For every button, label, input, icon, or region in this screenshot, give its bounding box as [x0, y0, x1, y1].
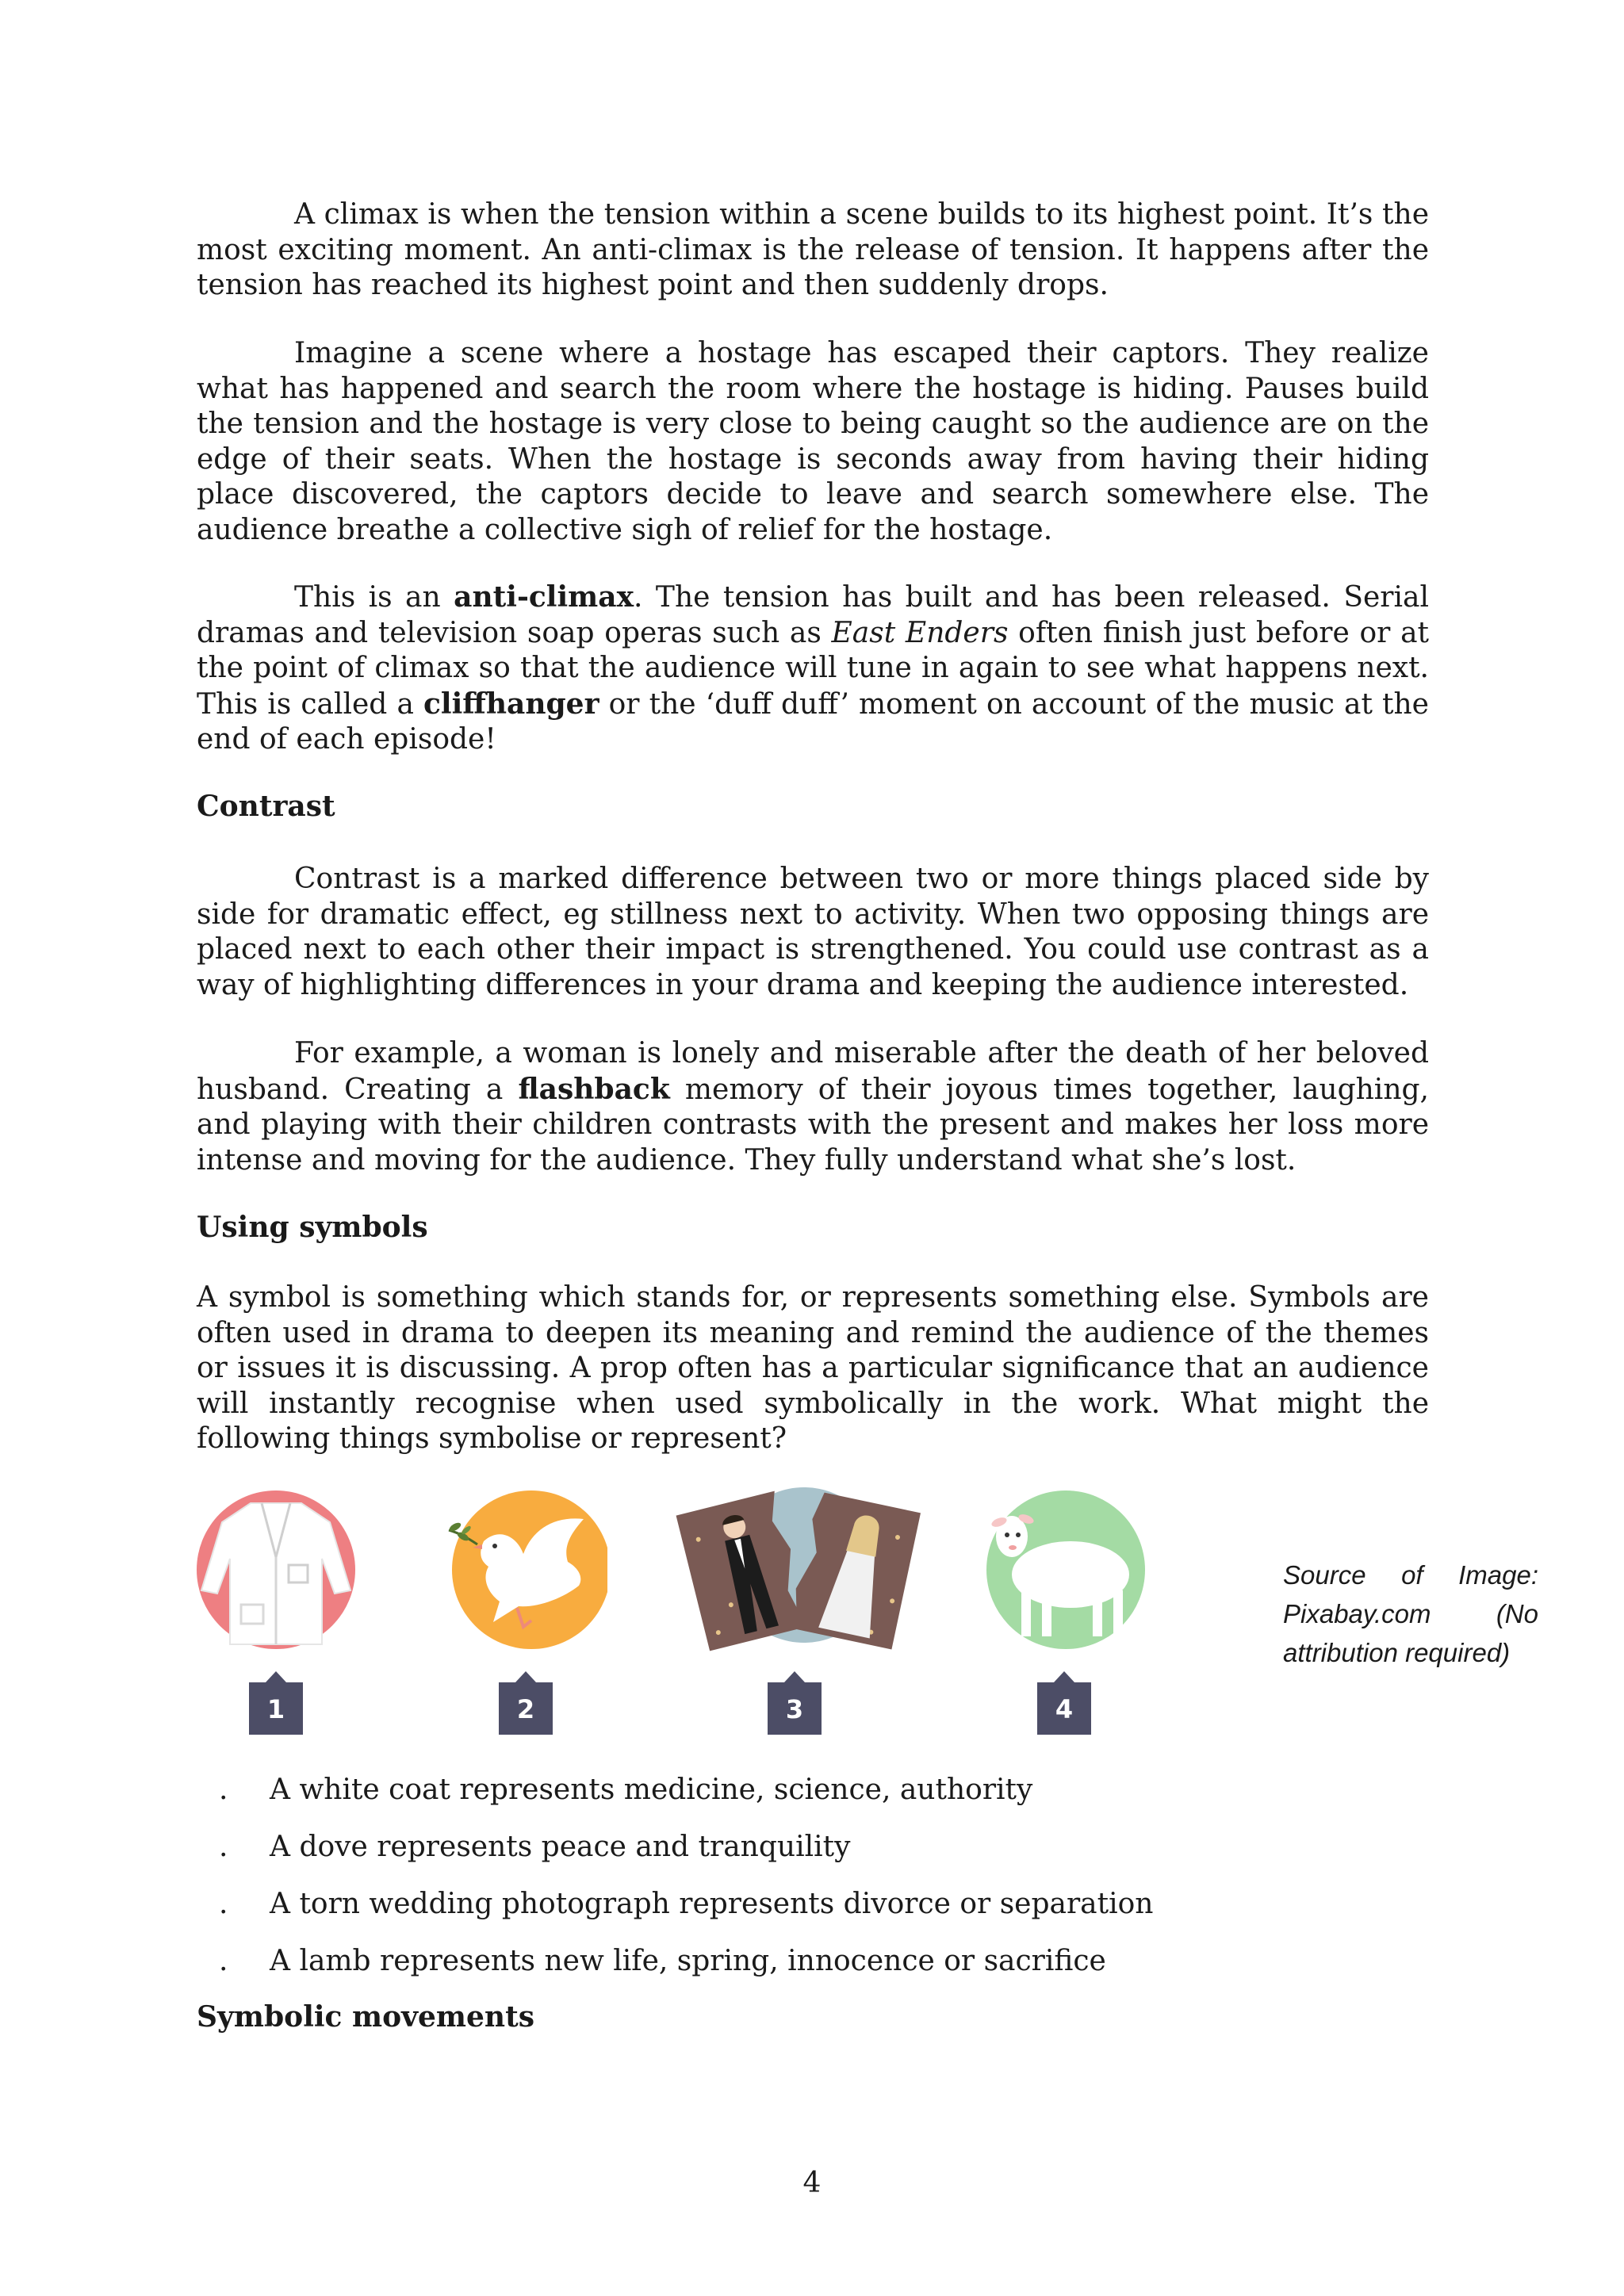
- term-flashback: flashback: [518, 1072, 670, 1106]
- list-item: [219, 1773, 1154, 1830]
- badge-2: 2: [499, 1682, 553, 1735]
- term-anti-climax: anti-climax: [454, 580, 634, 614]
- page-number: 4: [802, 2167, 822, 2199]
- list-item-text: A white coat represents medicine, science, authority: [270, 1774, 1033, 1806]
- heading-symbolic-movements: Symbolic movements: [197, 2000, 534, 2034]
- text-run: memory of their joyous times together, laughing, and playing with their children contrasts with the present and makes her loss more intense and moving for the audience. They fully understand what she’s lost.: [197, 1073, 1429, 1177]
- badge-3: 3: [768, 1682, 822, 1735]
- paragraph-symbols-text: A symbol is something which stands for, or represents something else. Symbols are often used in drama to deepen its meaning and remind the audience of the themes or issues it is discussing. A prop often has a particular significance that an audience will instantly recognise when used symbolically in the work. What might the following things symbolise or represent?: [197, 1281, 1429, 1455]
- bullet-marker: .: [219, 1831, 228, 1863]
- term-cliffhanger: cliffhanger: [423, 687, 599, 721]
- badge-4: 4: [1037, 1682, 1091, 1735]
- source-line-2: Pixabay.com (No: [1283, 1599, 1538, 1628]
- text-run: or the ‘duff duff’ moment on account of the music at the end of each episode!: [197, 687, 1429, 756]
- torn-wedding-photo-icon: [676, 1483, 921, 1660]
- heading-contrast: Contrast: [197, 790, 335, 823]
- list-item-text: A torn wedding photograph represents divorce or separation: [270, 1888, 1154, 1920]
- paragraph-hostage-text: Imagine a scene where a hostage has escaped their captors. They realize what has happened and search the room where the hostage is hiding. Pauses build the tension and the hostage is very close to being caught so the audience are on the edge of their seats. When the hostage is seconds away from having their hiding place discovered, the captors decide to leave and search somewhere else. The audience breathe a collective sigh of relief for the hostage.: [197, 337, 1429, 546]
- white-coat-icon: [195, 1489, 357, 1654]
- paragraph-contrast-text: Contrast is a marked difference between two or more things placed side by side for dramatic effect, eg stillness next to activity. When two opposing things are placed next to each other their impact is strengthened. You could use contrast as a way of highlighting differences in your drama and keeping the audience interested.: [197, 863, 1429, 1001]
- dove-icon: [444, 1489, 607, 1655]
- paragraph-contrast: [197, 862, 1429, 1003]
- paragraph-climax-text: A climax is when the tension within a scene builds to its highest point. It’s the most exciting moment. An anti-climax is the release of tension. It happens after the tension has reached its highest point and then suddenly drops.: [197, 198, 1429, 301]
- symbol-meanings-list: [219, 1773, 1154, 2001]
- list-item-text: A lamb represents new life, spring, innocence or sacrifice: [270, 1945, 1106, 1977]
- paragraph-anti-climax: [197, 580, 1429, 758]
- source-line-1: Source of Image:: [1283, 1560, 1538, 1590]
- heading-using-symbols: Using symbols: [197, 1211, 428, 1244]
- text-run: . The tension has built and has been released. Serial dramas and television soap operas such as: [197, 581, 1429, 649]
- bullet-marker: .: [219, 1774, 228, 1806]
- list-item-text: A dove represents peace and tranquility: [270, 1831, 851, 1863]
- bullet-marker: .: [219, 1945, 228, 1977]
- badge-1: 1: [249, 1682, 303, 1735]
- paragraph-symbols: [197, 1280, 1429, 1457]
- list-item: [219, 1887, 1154, 1944]
- list-item: [219, 1944, 1154, 2001]
- image-source-credit: [1283, 1556, 1538, 1672]
- text-run: often finish just before or at the point of climax so that the audience will tune in again to see what happens next. This is called a: [197, 616, 1430, 721]
- text-run: For example, a woman is lonely and miserable after the death of her beloved husband. Creating a: [197, 1037, 1429, 1106]
- paragraph-flashback: [197, 1036, 1429, 1178]
- symbol-icons: [190, 1483, 1174, 1736]
- text-run: This is an: [294, 581, 454, 614]
- bullet-marker: .: [219, 1888, 228, 1920]
- source-line-3: attribution required): [1283, 1638, 1511, 1667]
- list-item: [219, 1830, 1154, 1887]
- paragraph-climax: [197, 197, 1429, 304]
- title-east-enders: East Enders: [831, 616, 1009, 649]
- lamb-icon: [982, 1489, 1148, 1655]
- paragraph-hostage: [197, 336, 1429, 548]
